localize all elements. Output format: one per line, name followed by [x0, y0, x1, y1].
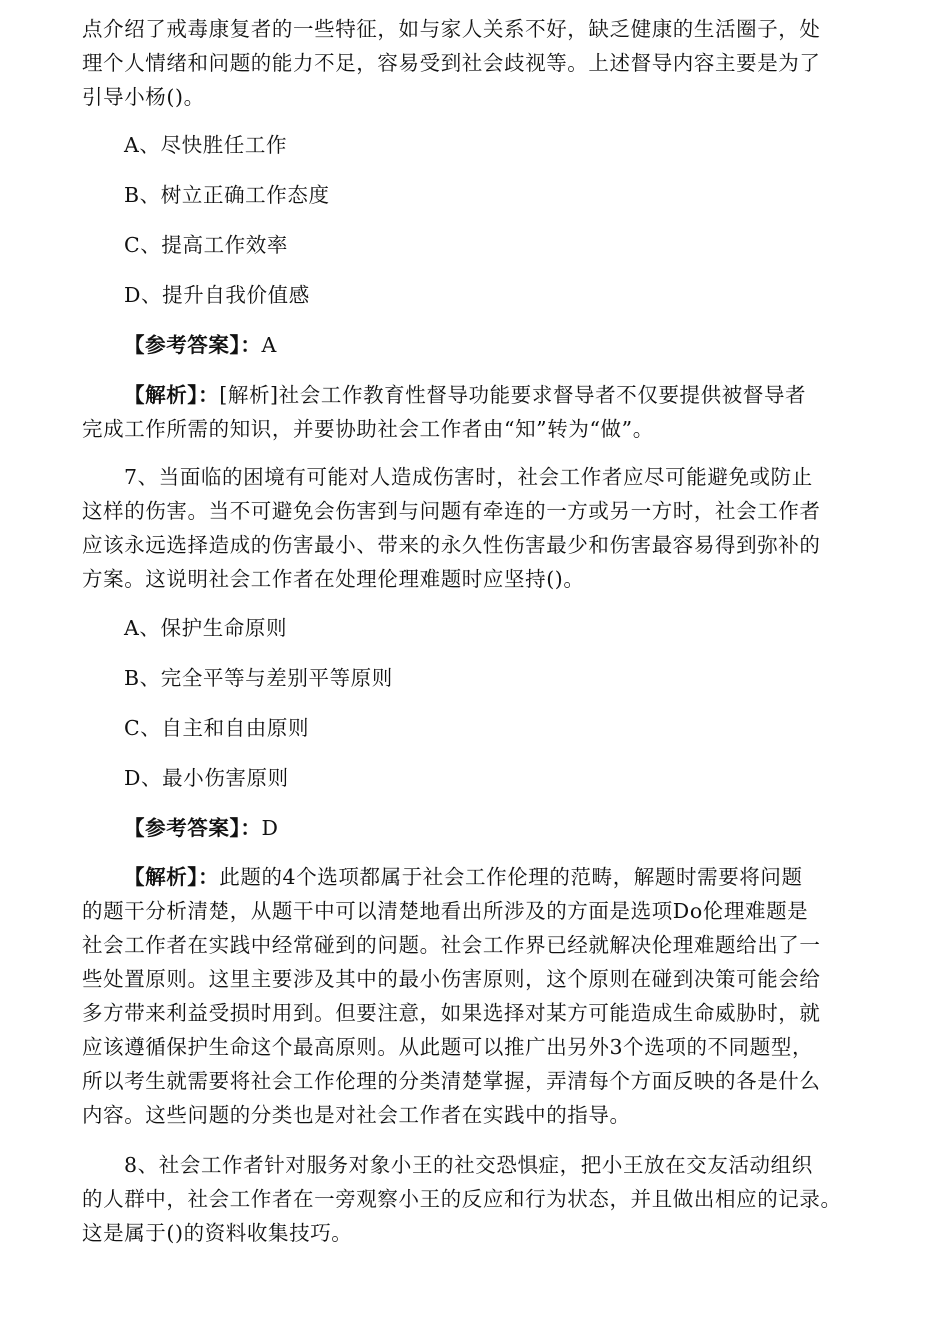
- q6-stem-line: 引导小杨()。: [82, 85, 205, 109]
- q7-option-c: C、自主和自由原则: [124, 716, 310, 740]
- q8-stem-line: 这是属于()的资料收集技巧。: [82, 1221, 353, 1245]
- q7-analysis-line: [124, 864, 803, 890]
- q7-option-a: A、保护生命原则: [124, 616, 288, 640]
- q6-stem-line: 理个人情绪和问题的能力不足，容易受到社会歧视等。上述督导内容主要是为了: [82, 51, 821, 75]
- q6-answer: [124, 332, 277, 358]
- q6-analysis-line: 完成工作所需的知识，并要协助社会工作者由“知”转为“做”。: [82, 417, 654, 441]
- q7-option-d: D、最小伤害原则: [124, 766, 289, 790]
- answer-label: 【参考答案】：: [124, 816, 262, 840]
- q7-stem-line: 方案。这说明社会工作者在处理伦理难题时应坚持()。: [82, 567, 585, 591]
- q6-option-c: C、提高工作效率: [124, 233, 288, 257]
- q7-stem-line: 7、当面临的困境有可能对人造成伤害时，社会工作者应尽可能避免或防止: [124, 465, 813, 489]
- q8-stem-line: 的人群中，社会工作者在一旁观察小王的反应和行为状态，并且做出相应的记录。: [82, 1187, 842, 1211]
- q6-option-d: D、提升自我价值感: [124, 283, 310, 307]
- q7-analysis-line: 社会工作者在实践中经常碰到的问题。社会工作界已经就解决伦理难题给出了一: [82, 933, 821, 957]
- q6-option-a: A、尽快胜任工作: [124, 133, 288, 157]
- analysis-label: 【解析】：: [124, 865, 220, 889]
- q6-option-b: B、树立正确工作态度: [124, 183, 330, 207]
- q7-option-b: B、完全平等与差别平等原则: [124, 666, 393, 690]
- q6-stem-line: 点介绍了戒毒康复者的一些特征，如与家人关系不好，缺乏健康的生活圈子，处: [82, 17, 821, 41]
- q7-analysis-line: 应该遵循保护生命这个最高原则。从此题可以推广出另外3个选项的不同题型，: [82, 1035, 814, 1059]
- q6-analysis-line: [124, 382, 806, 408]
- q7-stem-line: 这样的伤害。当不可避免会伤害到与问题有牵连的一方或另一方时，社会工作者: [82, 499, 821, 523]
- analysis-text: 此题的4个选项都属于社会工作伦理的范畴，解题时需要将问题: [219, 865, 803, 889]
- q7-analysis-line: 些处置原则。这里主要涉及其中的最小伤害原则，这个原则在碰到决策可能会给: [82, 967, 821, 991]
- q7-analysis-line: 多方带来利益受损时用到。但要注意，如果选择对某方可能造成生命威胁时，就: [82, 1001, 821, 1025]
- q7-analysis-line: 的题干分析清楚，从题干中可以清楚地看出所涉及的方面是选项Do伦理难题是: [82, 899, 809, 923]
- answer-value: A: [261, 333, 277, 357]
- answer-value: D: [261, 816, 279, 840]
- q8-stem-line: 8、社会工作者针对服务对象小王的社交恐惧症，把小王放在交友活动组织: [124, 1153, 813, 1177]
- q7-analysis-line: 所以考生就需要将社会工作伦理的分类清楚掌握，弄清每个方面反映的各是什么: [82, 1069, 821, 1093]
- q7-analysis-line: 内容。这些问题的分类也是对社会工作者在实践中的指导。: [82, 1103, 631, 1127]
- q7-stem-line: 应该永远选择造成的伤害最小、带来的永久性伤害最少和伤害最容易得到弥补的: [82, 533, 821, 557]
- q7-answer: [124, 815, 279, 841]
- analysis-label: 【解析】：: [124, 383, 220, 407]
- answer-label: 【参考答案】：: [124, 333, 262, 357]
- analysis-text: [解析]社会工作教育性督导功能要求督导者不仅要提供被督导者: [219, 383, 807, 407]
